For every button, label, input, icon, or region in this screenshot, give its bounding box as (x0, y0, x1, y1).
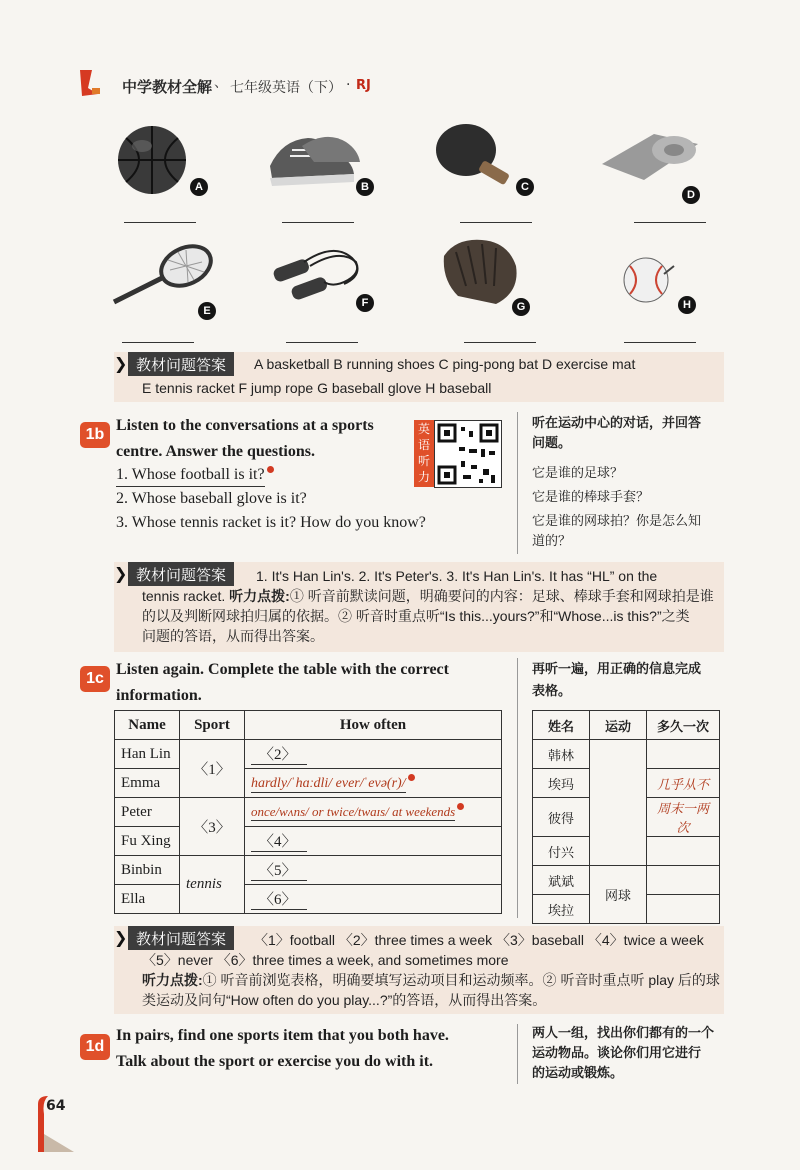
cn-name-cell: 埃玛 (533, 769, 590, 798)
section-label-1d: 1d (80, 1034, 110, 1060)
name-cell: Han Lin (115, 740, 180, 769)
answer-line: 〈5〉never 〈6〉three times a week, and sometimes more (142, 952, 509, 968)
book-title: 七年级英语（下） (230, 80, 342, 96)
answer-box-1a (114, 352, 724, 402)
name-cell: Ella (115, 885, 180, 914)
col-header: Name (115, 711, 180, 740)
item-letter: A (190, 178, 208, 196)
blank-label: 〈6〉 (251, 888, 307, 910)
basketball-icon (110, 120, 240, 220)
item-letter: B (356, 178, 374, 196)
edition-label: RJ (356, 78, 371, 93)
instruction-line: information. (116, 687, 202, 704)
cn-sport-tennis: 网球 (590, 866, 647, 924)
info-table (114, 710, 502, 914)
often-cell[interactable] (245, 885, 502, 914)
answer-tag: 教材问题答案 (128, 926, 234, 950)
cn-often-cell (647, 837, 720, 866)
cn-question: 道的？ (532, 534, 572, 549)
filled-answer: once/wʌns/ or twice/twaɪs/ at weekends (251, 804, 456, 819)
column-divider (517, 1024, 518, 1084)
answer-line: 1. It's Han Lin's. 2. It's Peter's. 3. It's Han Lin's. It has “HL” on the (256, 568, 658, 584)
often-cell (245, 769, 502, 798)
cn-often-cell: 几乎从不 (647, 769, 720, 798)
answer-text: tennis racket. (142, 588, 226, 604)
name-cell: Emma (115, 769, 180, 798)
jump-rope-icon (264, 240, 394, 340)
answer-line: E tennis racket F jump rope G baseball glove H baseball (142, 380, 492, 396)
question-1 (116, 464, 274, 487)
cn-name-cell: 彼得 (533, 798, 590, 837)
answer-line (142, 970, 720, 990)
running-shoes-icon (262, 120, 392, 220)
item-h (612, 240, 742, 340)
answer-line (142, 586, 714, 606)
item-c (432, 120, 562, 220)
instruction-line: In pairs, find one sports item that you both have. (116, 1027, 449, 1044)
answer-blank[interactable] (464, 342, 536, 343)
cn-instruction: 问题。 (532, 436, 572, 451)
item-letter: F (356, 294, 374, 312)
cn-sport-cell (590, 740, 647, 866)
tip-label: 听力点拨: (229, 588, 290, 604)
tip-label: 听力点拨: (142, 972, 203, 988)
col-header: 多久一次 (647, 711, 720, 740)
blank-label: 〈5〉 (251, 859, 307, 881)
item-letter: G (512, 298, 530, 316)
answer-blank[interactable] (282, 222, 354, 223)
col-header: How often (245, 711, 502, 740)
cn-question: 它是谁的网球拍？你是怎么知 (532, 514, 702, 529)
cn-instruction: 两人一组，找出你们都有的一个 (532, 1026, 715, 1041)
cn-often-cell (647, 740, 720, 769)
exercise-mat-icon (598, 120, 728, 220)
qr-code-icon (435, 421, 501, 487)
answer-line: A basketball B running shoes C ping-pong bat D exercise mat (254, 356, 636, 372)
question-2: 2. Whose baseball glove is it? (116, 490, 307, 507)
answer-line: 的以及判断网球拍归属的依据。② 听音时重点听“Is this...yours?”和“Whose...is this?”之类 (142, 608, 690, 624)
header-dot: · (346, 77, 351, 93)
cn-often-cell: 周末一两次 (647, 798, 720, 837)
answer-blank[interactable] (624, 342, 696, 343)
arrow-icon: ❯ (114, 564, 128, 583)
cn-instruction: 听在运动中心的对话，并回答 (532, 416, 702, 431)
column-divider (517, 658, 518, 918)
arrow-icon: ❯ (114, 354, 128, 373)
answer-blank[interactable] (634, 222, 706, 223)
answer-tag: 教材问题答案 (128, 562, 234, 586)
item-e (108, 240, 238, 340)
answer-blank[interactable] (286, 342, 358, 343)
answer-blank[interactable] (460, 222, 532, 223)
instruction-line: Talk about the sport or exercise you do with it. (116, 1053, 434, 1070)
answer-blank[interactable] (122, 342, 194, 343)
item-a (110, 120, 240, 220)
arrow-icon: ❯ (114, 928, 128, 947)
filled-answer: hardly/ˈhɑːdli/ ever/ˈevə(r)/ (251, 775, 406, 791)
question-3: 3. Whose tennis racket is it? How do you know? (116, 514, 426, 531)
item-letter: H (678, 296, 696, 314)
cn-name-cell: 韩林 (533, 740, 590, 769)
often-cell[interactable] (245, 827, 502, 856)
brand-logo-icon (78, 68, 102, 98)
page-number: 64 (46, 1098, 66, 1114)
answer-line: 〈1〉football 〈2〉three times a week 〈3〉baseball 〈4〉twice a week (254, 932, 704, 948)
cn-name-cell: 斌斌 (533, 866, 590, 895)
often-cell (245, 798, 502, 827)
instruction-line: Listen to the conversations at a sports (116, 417, 374, 434)
answer-box-1b (114, 562, 724, 652)
name-cell: Peter (115, 798, 180, 827)
name-cell: Fu Xing (115, 827, 180, 856)
answer-box-1c (114, 926, 724, 1014)
answer-line: 类运动及问句“How often do you play...?”的答语，从而得出答案。 (142, 992, 547, 1008)
note-marker (457, 803, 464, 810)
cn-name-cell: 付兴 (533, 837, 590, 866)
section-label-1b: 1b (80, 422, 110, 448)
item-letter: D (682, 186, 700, 204)
col-header: 姓名 (533, 711, 590, 740)
cn-instruction: 再听一遍，用正确的信息完成 (532, 662, 702, 677)
ping-pong-bat-icon (432, 120, 562, 220)
instruction-line: centre. Answer the questions. (116, 443, 315, 460)
col-header: 运动 (590, 711, 647, 740)
listening-tag: 英语听力 (414, 420, 434, 487)
series-title: 中学教材全解 (122, 78, 213, 96)
brand-logo (78, 68, 102, 98)
answer-line: 问题的答语，从而得出答案。 (142, 628, 324, 644)
instruction-line: Listen again. Complete the table with the correct (116, 661, 449, 678)
cn-question: 它是谁的棒球手套？ (532, 490, 650, 505)
cn-instruction: 表格。 (532, 684, 572, 699)
sport-tennis: tennis (180, 856, 245, 914)
baseball-icon (612, 240, 742, 340)
baseball-glove-icon (436, 236, 566, 336)
tip-text: ① 听音前浏览表格，明确要填写运动项目和运动频率。② 听音时重点听 play 后的球 (202, 972, 720, 988)
item-f (264, 240, 394, 340)
item-d (598, 120, 728, 220)
sport-blank[interactable]: 〈1〉 (180, 740, 245, 798)
item-letter: E (198, 302, 216, 320)
cn-name-cell: 埃拉 (533, 895, 590, 924)
note-marker (267, 466, 274, 473)
sport-blank[interactable]: 〈3〉 (180, 798, 245, 856)
item-g (436, 236, 566, 336)
question-text: 1. Whose football is it? (116, 464, 265, 487)
cn-question: 它是谁的足球？ (532, 466, 624, 481)
col-header: Sport (180, 711, 245, 740)
name-cell: Binbin (115, 856, 180, 885)
often-cell[interactable] (245, 740, 502, 769)
column-divider (517, 412, 518, 554)
cn-info-table (532, 710, 720, 924)
tennis-racket-icon (108, 240, 238, 340)
cn-often-cell (647, 866, 720, 895)
cn-instruction: 运动物品。谈论你们用它进行 (532, 1046, 702, 1061)
item-b (262, 120, 392, 220)
blank-label: 〈4〉 (251, 830, 307, 852)
note-marker (408, 774, 415, 781)
often-cell[interactable] (245, 856, 502, 885)
item-letter: C (516, 178, 534, 196)
section-label-1c: 1c (80, 666, 110, 692)
blank-label: 〈2〉 (251, 743, 307, 765)
cn-instruction: 的运动或锻炼。 (532, 1066, 624, 1081)
answer-tag: 教材问题答案 (128, 352, 234, 376)
qr-code[interactable] (434, 420, 502, 488)
header-separator: 、 (214, 75, 228, 91)
answer-blank[interactable] (124, 222, 196, 223)
cn-often-cell (647, 895, 720, 924)
tip-text: ① 听音前默读问题，明确要问的内容：足球、棒球手套和网球拍是谁 (289, 588, 714, 604)
